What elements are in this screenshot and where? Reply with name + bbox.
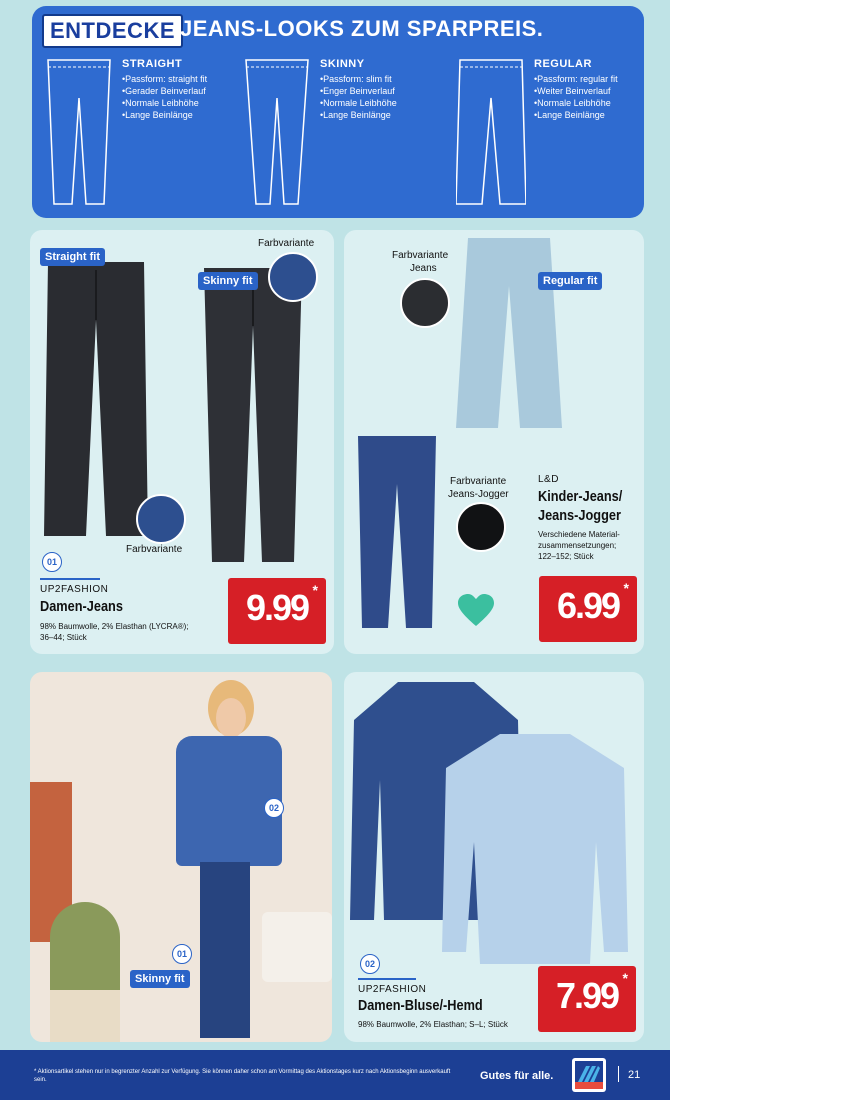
lifestyle-photo-card	[30, 672, 332, 1042]
aldi-logo-icon	[572, 1058, 606, 1092]
jeans-shape	[200, 862, 250, 1038]
bullet: • Lange Beinlänge	[534, 109, 618, 121]
page-footer	[0, 1050, 670, 1100]
light-blouse-image	[440, 732, 630, 966]
straight-jeans-outline-icon	[44, 58, 114, 208]
farbvariante-sub: Jeans-Jogger	[448, 489, 509, 500]
product-name: Damen-Bluse/-Hemd	[358, 997, 483, 1014]
footer-separator	[618, 1066, 619, 1082]
bullet: • Passform: regular fit	[534, 73, 618, 85]
item-number-badge: 01	[172, 944, 192, 964]
skinny-jeans-image	[198, 266, 308, 566]
price-tag	[539, 576, 637, 642]
straight-jeans-image	[40, 260, 150, 540]
color-swatch-blue	[136, 494, 186, 544]
fit-bullets	[320, 73, 397, 121]
product-description: 98% Baumwolle, 2% Elasthan (LYCRA®);	[40, 622, 189, 631]
fit-title: STRAIGHT	[122, 58, 183, 70]
fit-guide-banner	[32, 6, 644, 218]
price-amount: 9.99	[245, 587, 309, 628]
banner-title: JEANS-LOOKS ZUM SPARPREIS.	[180, 16, 544, 41]
bullet: • Weiter Beinverlauf	[534, 85, 618, 97]
price-amount: 6.99	[556, 585, 620, 626]
color-swatch-blue	[268, 252, 318, 302]
brand-name: UP2FASHION	[358, 984, 427, 995]
aldi-logo	[572, 1058, 606, 1092]
basket-shape	[50, 990, 120, 1042]
bullet: • Passform: straight fit	[122, 73, 207, 85]
regular-jeans-image	[454, 236, 564, 432]
heart-icon	[458, 594, 494, 628]
price-tag	[538, 966, 636, 1032]
product-card-damen-jeans	[30, 230, 334, 654]
product-description: 98% Baumwolle, 2% Elasthan; S–L; Stück	[358, 1020, 508, 1029]
plant-shape	[50, 902, 120, 1002]
asterisk: *	[623, 580, 629, 596]
brand-name: L&D	[538, 474, 559, 485]
face-shape	[216, 698, 246, 738]
bullet: • Enger Beinverlauf	[320, 85, 397, 97]
bullet: • Passform: slim fit	[320, 73, 397, 85]
bullet: • Normale Leibhöhe	[320, 97, 397, 109]
slogan: Gutes für alle.	[480, 1070, 554, 1082]
divider	[358, 978, 416, 980]
skinny-jeans-outline-icon	[242, 58, 312, 208]
color-swatch-black	[400, 278, 450, 328]
disclaimer-note: * Aktionsartikel stehen nur in begrenzter Anzahl zur Verfügung. Sie können daher schon am Vormittag des Aktionstages kurz nach Aktionsbeginn ausverkauft sein.	[34, 1069, 451, 1083]
bullet: • Normale Leibhöhe	[122, 97, 207, 109]
jeans-jogger-image	[354, 434, 440, 634]
price-tag	[228, 578, 326, 644]
product-description: zusammensetzungen;	[538, 541, 617, 550]
farbvariante-label: Farbvariante	[126, 544, 183, 555]
product-sizes: 122–152; Stück	[538, 552, 594, 561]
product-card-damen-bluse	[344, 672, 644, 1042]
fit-title: REGULAR	[534, 58, 592, 70]
tag-regular-fit: Regular fit	[538, 272, 602, 290]
price-amount: 7.99	[555, 975, 619, 1016]
bullet: • Gerader Beinverlauf	[122, 85, 207, 97]
regular-jeans-outline-icon	[456, 58, 526, 208]
farbvariante-label: Farbvariante	[392, 250, 449, 261]
tag-skinny-fit: Skinny fit	[198, 272, 258, 290]
farbvariante-label: Farbvariante	[258, 238, 315, 249]
tag-straight-fit: Straight fit	[40, 248, 105, 266]
product-name-line2: Jeans-Jogger	[538, 507, 621, 524]
farbvariante-label: Farbvariante	[450, 476, 507, 487]
farbvariante-sub: Jeans	[410, 263, 437, 274]
tag-skinny-fit: Skinny fit	[130, 970, 190, 988]
asterisk: *	[312, 582, 318, 598]
page-number: 21	[628, 1069, 641, 1081]
bullet: • Lange Beinlänge	[122, 109, 207, 121]
item-number-badge: 02	[264, 798, 284, 818]
product-name-line1: Kinder-Jeans/	[538, 488, 623, 505]
item-number-badge: 01	[42, 552, 62, 572]
bullet: • Normale Leibhöhe	[534, 97, 618, 109]
brand-name: UP2FASHION	[40, 584, 109, 595]
product-description: Verschiedene Material-	[538, 530, 620, 539]
color-swatch-black	[456, 502, 506, 552]
product-card-kinder-jeans	[344, 230, 644, 654]
item-number-badge: 02	[360, 954, 380, 974]
divider	[40, 578, 100, 580]
fit-title: SKINNY	[320, 58, 365, 70]
asterisk: *	[622, 970, 628, 986]
product-sizes: 36–44; Stück	[40, 633, 87, 642]
banner-badge: ENTDECKE	[42, 14, 183, 48]
bullet: • Lange Beinlänge	[320, 109, 397, 121]
sofa-shape	[262, 912, 332, 982]
fit-bullets	[534, 73, 618, 121]
fit-bullets	[122, 73, 207, 121]
product-name: Damen-Jeans	[40, 598, 123, 615]
